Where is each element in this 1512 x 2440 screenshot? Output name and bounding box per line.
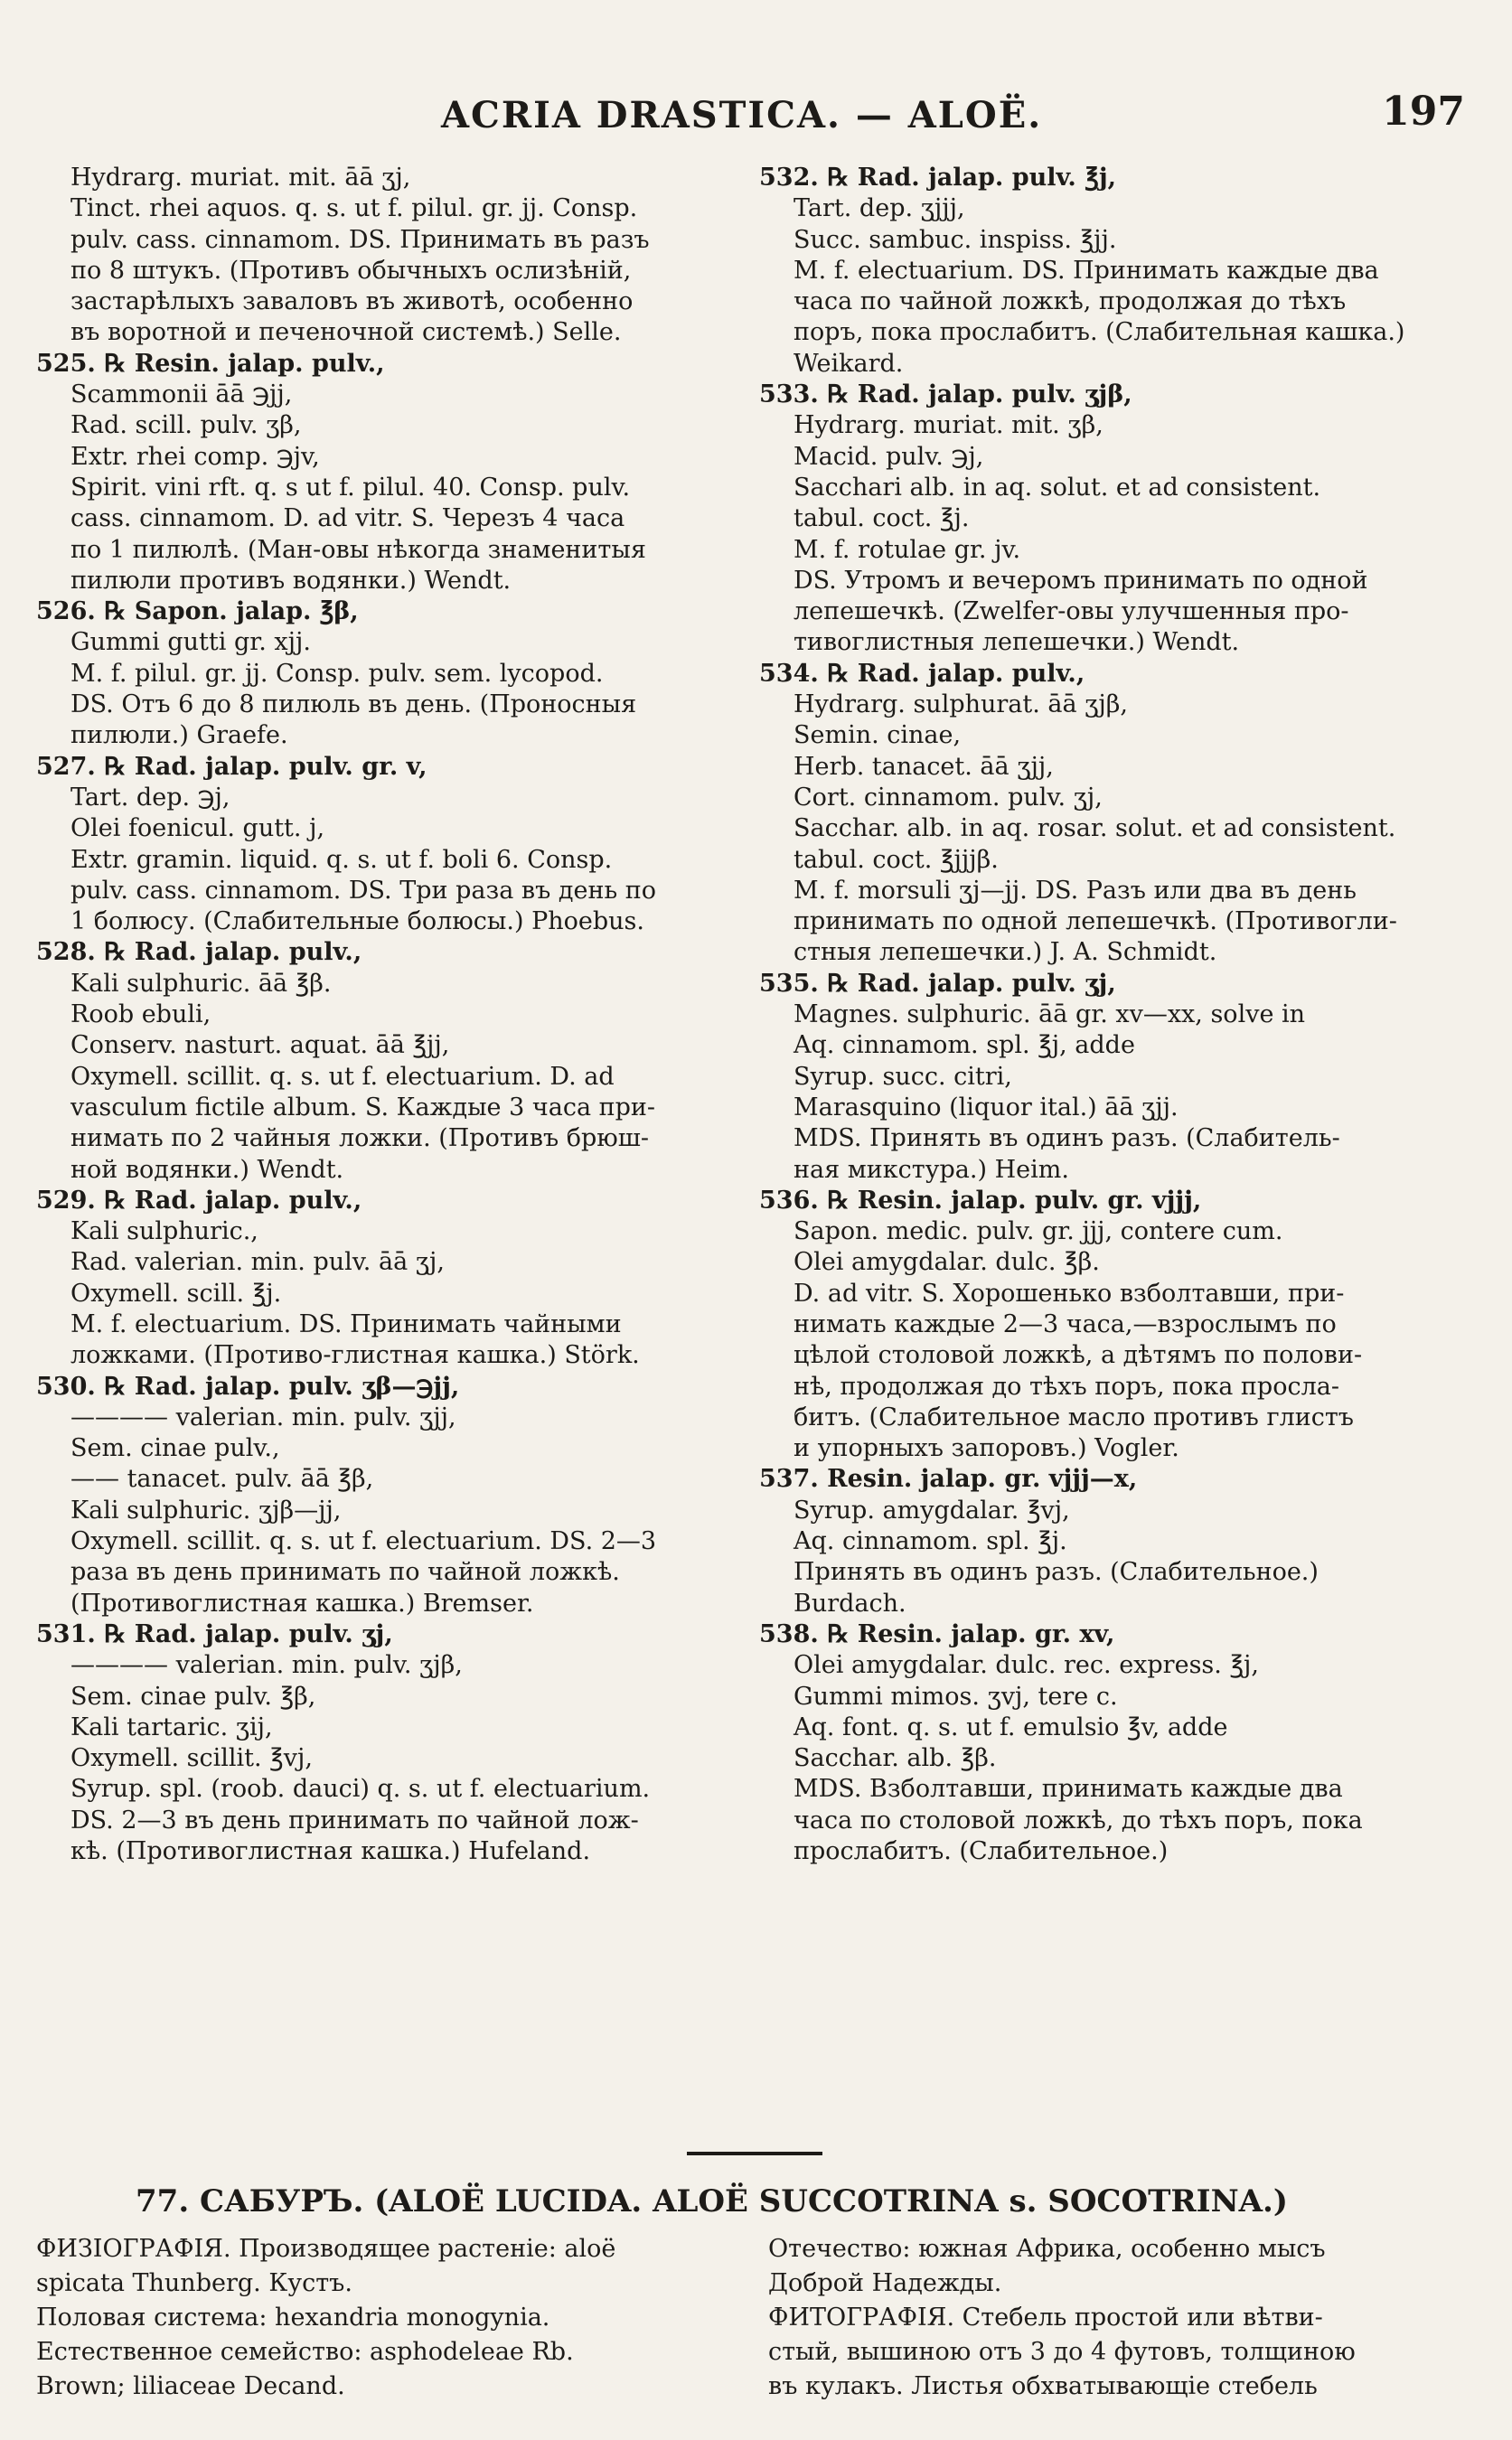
text-line: pulv. cass. cinnamom. DS. Принимать въ разъ [70,225,650,254]
text-line: Olei amygdalar. dulc. rec. express. ℥j, [794,1651,1259,1680]
text-line: Oxymell. scillit. q. s. ut f. electuarium. D. ad [70,1062,615,1091]
text-line: Brown; liliaceae Decand. [36,2372,345,2400]
text-line: Kali tartaric. ʒij, [70,1713,273,1741]
left-column [36,163,750,1867]
text-line: по 1 пилюлѣ. (Ман-овы нѣкогда знаменитыя [70,535,646,564]
text-line: Hydrarg. muriat. mit. ʒβ, [794,411,1103,440]
text-line: 534. ℞ Rad. jalap. pulv., [759,659,1085,688]
text-line: Extr. gramin. liquid. q. s. ut f. boli 6. Consp. [70,845,613,874]
text-line: MDS. Принять въ одинъ разъ. (Слабитель- [794,1124,1340,1153]
text-line: 528. ℞ Rad. jalap. pulv., [36,938,362,967]
text-line: часа по столовой ложкѣ, до тѣхъ поръ, пока [794,1806,1363,1835]
page-number: 197 [1382,89,1465,135]
text-line: стныя лепешечки.) J. A. Schmidt. [794,938,1217,967]
text-line: тивоглистныя лепешечки.) Wendt. [794,628,1240,657]
text-line: Tinct. rhei aquos. q. s. ut f. pilul. gr. jj. Consp. [70,194,638,223]
text-line: cass. cinnamom. D. ad vitr. S. Черезъ 4 часа [70,504,625,533]
text-line: Hydrarg. muriat. mit. āā ʒj, [70,164,411,192]
text-line: 530. ℞ Rad. jalap. pulv. ʒβ—℈jj, [36,1372,460,1401]
text-line: Marasquino (liquor ital.) āā ʒjj. [794,1093,1179,1121]
section-heading: 77. САБУРЪ. (ALOË LUCIDA. ALOË SUCCOTRINA s. SOCOTRINA.) [136,2183,1288,2219]
text-line: vasculum fictile album. S. Каждые 3 часа при- [70,1093,656,1121]
text-line: битъ. (Слабительное масло противъ глистъ [794,1403,1354,1431]
text-line: ———— valerian. min. pulv. ʒjj, [70,1403,456,1431]
text-line: M. f. electuarium. DS. Принимать чайными [70,1309,622,1338]
text-line: Rad. valerian. min. pulv. āā ʒj, [70,1248,445,1277]
text-line: Доброй Надежды. [768,2269,1002,2297]
text-line: —— tanacet. pulv. āā ℥β, [70,1465,374,1494]
text-line: нимать по 2 чайныя ложки. (Противъ брюш- [70,1124,650,1153]
text-line: Succ. sambuc. inspiss. ℥jj. [794,225,1117,254]
text-line: Kali sulphuric. ʒjβ—jj, [70,1496,342,1525]
text-line: Magnes. sulphuric. āā gr. xv—xx, solve in [794,1000,1306,1029]
text-line: Tart. dep. ʒjjj, [794,194,965,223]
text-line: Sem. cinae pulv. ℥β, [70,1682,316,1711]
text-line: Syrup. succ. citri, [794,1062,1012,1091]
text-line: прослабитъ. (Слабительное.) [794,1837,1169,1866]
text-line: Macid. pulv. ℈j, [794,442,984,471]
text-line: Kali sulphuric., [70,1217,258,1246]
text-line: Olei amygdalar. dulc. ℥β. [794,1248,1100,1277]
text-line: Естественное семейство: asphodeleae Rb. [36,2338,574,2366]
text-line: 526. ℞ Sapon. jalap. ℥β, [36,597,359,626]
text-line: 527. ℞ Rad. jalap. pulv. gr. v, [36,752,427,781]
text-line: Aq. cinnamom. spl. ℥j. [794,1527,1067,1556]
text-line: Принять въ одинъ разъ. (Слабительное.) [794,1558,1319,1587]
text-line: Semin. cinae, [794,721,962,750]
text-line: 532. ℞ Rad. jalap. pulv. ℥j, [759,164,1116,192]
text-line: M. f. rotulae gr. jv. [794,535,1021,564]
text-line: и упорныхъ запоровъ.) Vogler. [794,1434,1179,1463]
text-line: Roob ebuli, [70,1000,211,1029]
text-line: Половая система: hexandria monogynia. [36,2304,550,2332]
text-line: DS. Отъ 6 до 8 пилюль въ день. (Проносныя [70,690,637,719]
text-line: Burdach. [794,1589,906,1618]
text-line: принимать по одной лепешечкѣ. (Противогли- [794,907,1397,936]
right-column [759,163,1482,1867]
text-line: въ воротной и печеночной системѣ.) Selle. [70,318,622,347]
text-line: Sem. cinae pulv., [70,1434,280,1463]
text-line: Oxymell. scillit. q. s. ut f. electuarium. DS. 2—3 [70,1527,657,1556]
text-line: 533. ℞ Rad. jalap. pulv. ʒjβ, [759,380,1132,409]
text-line: 538. ℞ Resin. jalap. gr. xv, [759,1619,1115,1648]
text-line: (Противоглистная кашка.) Bremser. [70,1589,534,1618]
text-line: 531. ℞ Rad. jalap. pulv. ʒj, [36,1619,393,1648]
text-line: M. f. pilul. gr. jj. Consp. pulv. sem. lycopod. [70,659,604,688]
text-line: Oxymell. scillit. ℥vj, [70,1744,313,1773]
text-line: ной водянки.) Wendt. [70,1155,344,1184]
text-line: 529. ℞ Rad. jalap. pulv., [36,1186,362,1215]
text-line: ная микстура.) Heim. [794,1155,1069,1184]
text-line: Conserv. nasturt. aquat. āā ℥jj, [70,1031,450,1060]
text-line: 536. ℞ Resin. jalap. pulv. gr. vjjj, [759,1186,1202,1215]
text-line: Aq. font. q. s. ut f. emulsio ℥v, adde [794,1713,1228,1741]
text-line: Gummi mimos. ʒvj, tere c. [794,1682,1118,1711]
text-line: нѣ, продолжая до тѣхъ поръ, пока просла- [794,1372,1339,1401]
text-line: Sapon. medic. pulv. gr. jjj, contere cum. [794,1217,1283,1246]
text-line: M. f. electuarium. DS. Принимать каждые два [794,256,1379,285]
text-line: MDS. Взболтавши, принимать каждые два [794,1775,1343,1804]
text-line: Oxymell. scill. ℥j. [70,1279,282,1308]
text-line: Cort. cinnamom. pulv. ʒj, [794,783,1103,812]
text-line: пилюли противъ водянки.) Wendt. [70,566,512,595]
text-line: ФИТОГРАФІЯ. Стебель простой или вѣтви- [768,2304,1323,2332]
text-line: Aq. cinnamom. spl. ℥j, adde [794,1031,1135,1060]
text-line: Herb. tanacet. āā ʒjj, [794,752,1054,781]
text-line: Отечество: южная Африка, особенно мысъ [768,2235,1326,2263]
text-line: Sacchari alb. in aq. solut. et ad consistent. [794,473,1321,502]
text-line: застарѣлыхъ заваловъ въ животѣ, особенно [70,287,634,316]
text-line: Rad. scill. pulv. ʒβ, [70,411,302,440]
text-line: Extr. rhei comp. ℈jv, [70,442,320,471]
text-line: въ кулакъ. Листья обхватывающіе стебель [768,2372,1318,2400]
text-line: DS. 2—3 въ день принимать по чайной лож- [70,1806,639,1835]
text-line: кѣ. (Противоглистная кашка.) Hufeland. [70,1837,591,1866]
text-line: часа по чайной ложкѣ, продолжая до тѣхъ [794,287,1347,316]
text-line: spicata Thunberg. Кустъ. [36,2269,352,2297]
text-line: Weikard. [794,349,904,378]
bottom-left-column [36,2232,759,2404]
header-title: ACRIA DRASTICA. — ALOË. [441,94,1043,136]
text-line: Sacchar. alb. ℥β. [794,1744,997,1773]
text-line: Spirit. vini rft. q. s ut f. pilul. 40. Consp. pulv. [70,473,631,502]
text-line: Kali sulphuric. āā ℥β. [70,969,332,998]
text-line: DS. Утромъ и вечеромъ принимать по одной [794,566,1368,595]
text-line: ФИЗІОГРАФІЯ. Производящее растеніе: aloë [36,2235,616,2263]
text-line: раза въ день принимать по чайной ложкѣ. [70,1558,620,1587]
text-line: Scammonii āā ℈jj, [70,380,293,409]
text-line: поръ, пока прослабитъ. (Слабительная кашка.) [794,318,1405,347]
text-line: D. ad vitr. S. Хорошенько взболтавши, при- [794,1279,1345,1308]
text-line: Sacchar. alb. in aq. rosar. solut. et ad consistent. [794,814,1396,843]
text-line: по 8 штукъ. (Противъ обычныхъ ослизѣній, [70,256,632,285]
text-line: Gummi gutti gr. xjj. [70,628,311,657]
text-line: лепешечкѣ. (Zwelfer-овы улучшенныя про- [794,597,1349,626]
text-line: Olei foenicul. gutt. j, [70,814,325,843]
text-line: Syrup. amygdalar. ℥vj, [794,1496,1070,1525]
text-line: стый, вышиною отъ 3 до 4 футовъ, толщиною [768,2338,1356,2366]
text-line: Tart. dep. ℈j, [70,783,230,812]
text-line: пилюли.) Graefe. [70,721,288,750]
text-line: 525. ℞ Resin. jalap. pulv., [36,349,385,378]
text-line: 1 болюсу. (Слабительные болюсы.) Phoebus. [70,907,644,936]
text-line: 537. Resin. jalap. gr. vjjj—x, [759,1465,1138,1494]
text-line: цѣлой столовой ложкѣ, а дѣтямъ по полови- [794,1341,1363,1370]
text-line: ———— valerian. min. pulv. ʒjβ, [70,1651,463,1680]
text-line: Hydrarg. sulphurat. āā ʒjβ, [794,690,1128,719]
text-line: Syrup. spl. (roob. dauci) q. s. ut f. electuarium. [70,1775,651,1804]
text-line: ложками. (Противо-глистная кашка.) Störk. [70,1341,640,1370]
text-line: tabul. coct. ℥jjjβ. [794,845,999,874]
text-line: M. f. morsuli ʒj—jj. DS. Разъ или два въ день [794,876,1357,905]
bottom-right-column [768,2232,1491,2404]
text-line: pulv. cass. cinnamom. DS. Три раза въ день по [70,876,656,905]
text-line: 535. ℞ Rad. jalap. pulv. ʒj, [759,969,1116,998]
section-divider [687,2152,822,2155]
text-line: нимать каждые 2—3 часа,—взрослымъ по [794,1309,1337,1338]
running-header [0,87,1512,141]
text-line: tabul. coct. ℥j. [794,504,970,533]
